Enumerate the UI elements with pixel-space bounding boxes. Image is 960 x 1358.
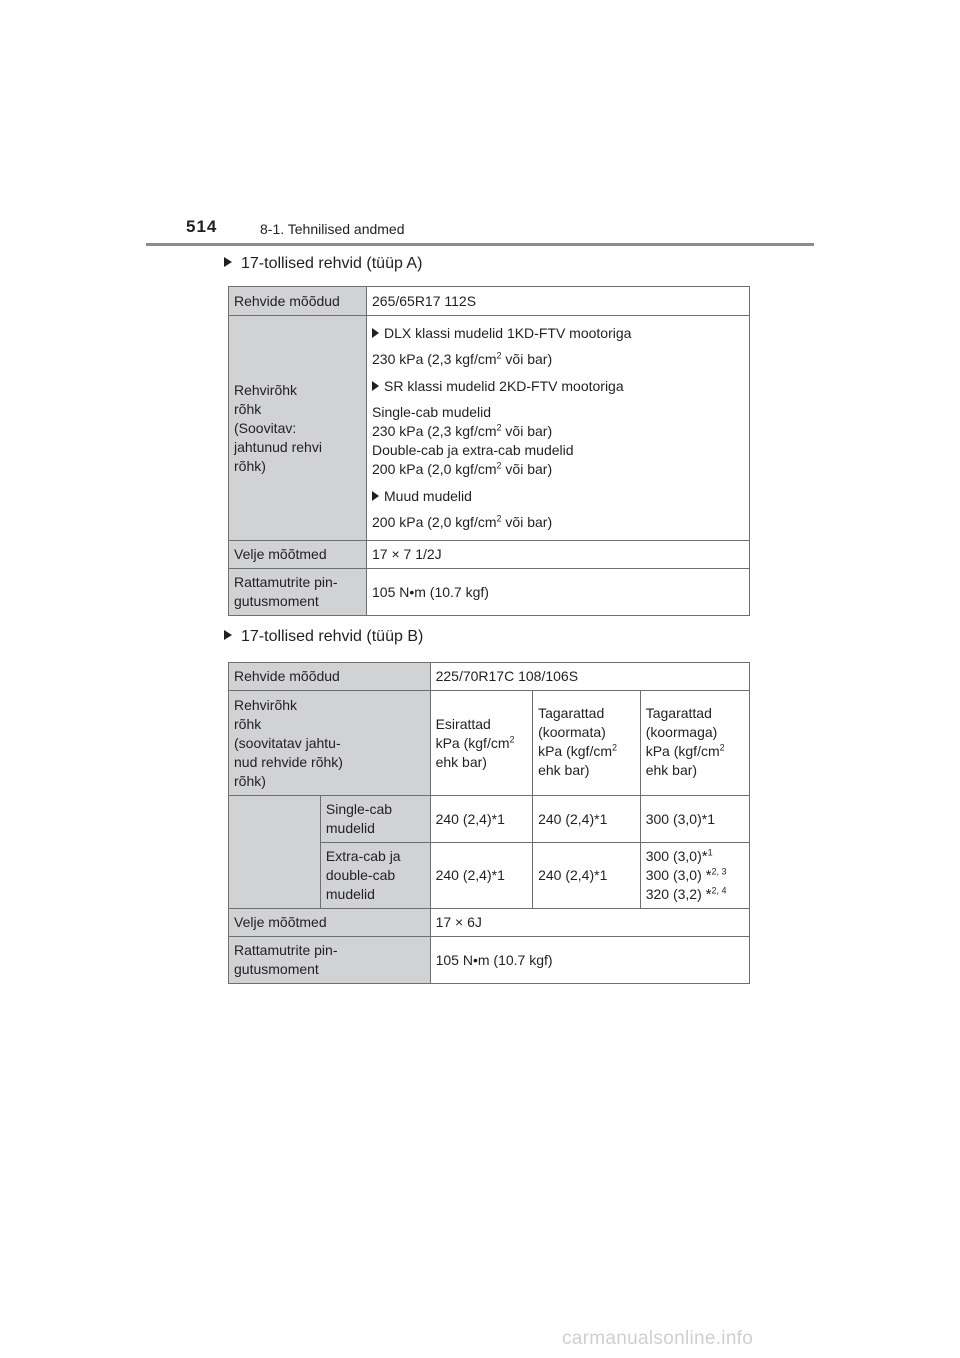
pressure-block-sr: SR klassi mudelid 2KD-FTV mootoriga Single-cab mudelid 230 kPa (2,3 kgf/$cm^2$ või bar) Double-cab ja extra-cab mudelid 200 kPa (2,0 kgf/$cm^2$ või bar) <box>372 378 624 477</box>
header-divider <box>146 243 814 246</box>
tire-pressure-label: Rehvirõhk rõhk (Soovitav: jahtunud rehvi rõhk) <box>229 316 367 541</box>
single-cab-rear-laden: 300 (3,0)*1 <box>640 796 749 843</box>
section-title: 8-1. Tehnilised andmed <box>260 221 405 237</box>
column-header-front: Esirattad kPa ($kgf/cm^2$ ehk bar) <box>430 691 533 796</box>
table-row <box>229 663 750 691</box>
rim-size-value: 17 × 7 1/2J <box>367 541 750 569</box>
rim-size-value: 17 × 6J <box>430 909 749 937</box>
triangle-bullet-icon <box>372 491 379 501</box>
table-row <box>229 541 750 569</box>
tire-size-label: Rehvide mõõdud <box>229 287 367 316</box>
table-row <box>229 287 750 316</box>
tire-spec-table-a <box>228 286 750 616</box>
column-header-rear-unladen: Tagarattad (koormata) kPa ($kgf/cm^2$ ehk bar) <box>533 691 641 796</box>
extra-cab-rear-unladen: 240 (2,4)*1 <box>533 843 641 909</box>
heading-type-a <box>224 255 422 273</box>
extra-cab-rear-laden: 300 (3,0)*$^1$ 300 (3,0) *$^{2, 3}$ 320 (3,2) *$^{2, 4}$ <box>640 843 749 909</box>
heading-type-a-text: 17-tollised rehvid (tüüp A) <box>241 255 423 272</box>
heading-type-b-text: 17-tollised rehvid (tüüp B) <box>241 628 424 645</box>
rim-size-label: Velje mõõtmed <box>229 909 431 937</box>
tire-size-label: Rehvide mõõdud <box>229 663 431 691</box>
tire-size-value: 225/70R17C 108/106S <box>430 663 749 691</box>
tire-spec-table-b <box>228 662 750 984</box>
extra-cab-front: 240 (2,4)*1 <box>430 843 533 909</box>
table-row <box>229 796 750 843</box>
triangle-bullet-icon <box>372 381 379 391</box>
nut-torque-value: 105 N•m (10.7 kgf) <box>367 569 750 616</box>
tire-pressure-label: Rehvirõhk rõhk (soovitatav jahtu- nud rehvide rõhk) rõhk) <box>229 691 431 796</box>
table-row <box>229 691 750 796</box>
nut-torque-value: 105 N•m (10.7 kgf) <box>430 937 749 984</box>
heading-type-b <box>224 628 423 646</box>
single-cab-rear-unladen: 240 (2,4)*1 <box>533 796 641 843</box>
extra-cab-label: Extra-cab ja double-cab mudelid <box>320 843 430 909</box>
column-header-rear-laden: Tagarattad (koormaga) kPa ($kgf/cm^2$ ehk bar) <box>640 691 749 796</box>
watermark: carmanualsonline.info <box>562 1328 754 1349</box>
nut-torque-label: Rattamutrite pin- gutusmoment <box>229 569 367 616</box>
table-row <box>229 937 750 984</box>
pressure-block-dlx: DLX klassi mudelid 1KD-FTV mootoriga 230 kPa (2,3 kgf/$cm^2$ või bar) <box>372 325 632 367</box>
triangle-bullet-icon <box>372 328 379 338</box>
tire-pressure-values <box>367 316 750 541</box>
table-row <box>229 316 750 541</box>
triangle-bullet-icon <box>224 630 232 640</box>
triangle-bullet-icon <box>224 257 232 267</box>
nut-torque-label: Rattamutrite pin- gutusmoment <box>229 937 431 984</box>
rim-size-label: Velje mõõtmed <box>229 541 367 569</box>
tire-size-value: 265/65R17 112S <box>367 287 750 316</box>
pressure-block-other: Muud mudelid 200 kPa (2,0 kgf/$cm^2$ või bar) <box>372 488 553 530</box>
single-cab-front: 240 (2,4)*1 <box>430 796 533 843</box>
page-number: 514 <box>186 217 218 236</box>
label-spacer <box>229 796 321 909</box>
single-cab-label: Single-cab mudelid <box>320 796 430 843</box>
table-row <box>229 909 750 937</box>
table-row <box>229 569 750 616</box>
